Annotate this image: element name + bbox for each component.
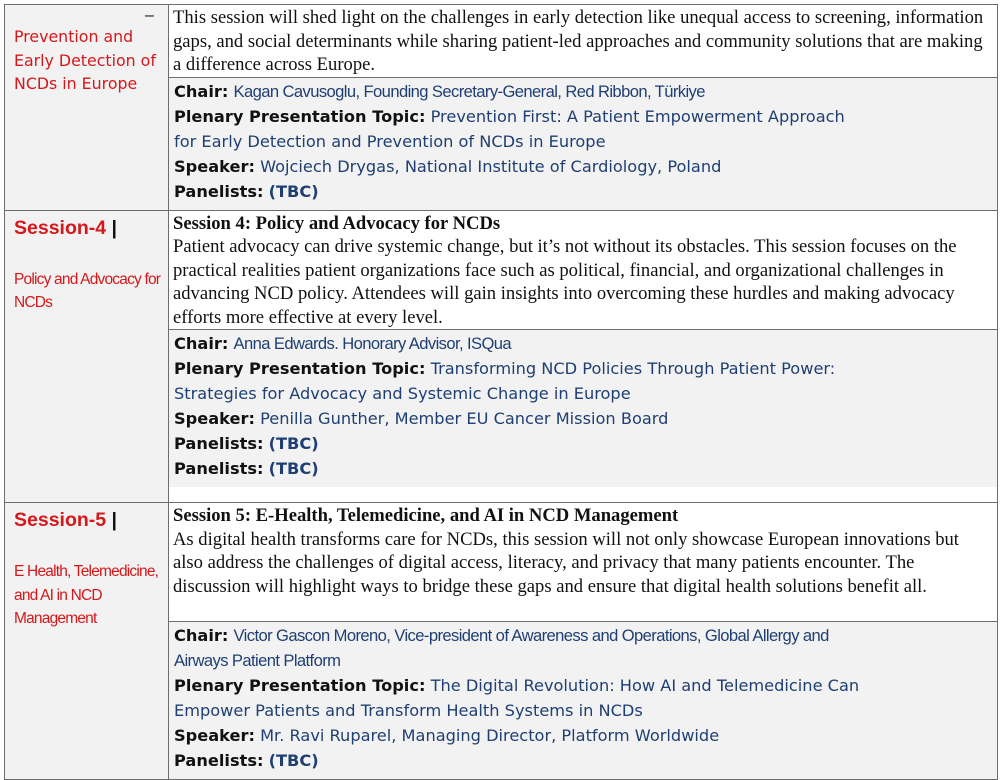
topic-line bbox=[174, 356, 991, 381]
session-subtitle: E Health, Telemedicine, and AI in NCD Management bbox=[14, 563, 159, 627]
chair-line bbox=[174, 623, 991, 648]
panelists-value: (TBC) bbox=[268, 751, 319, 770]
topic-value: Prevention First: A Patient Empowerment Approach bbox=[430, 106, 845, 126]
session-subtitle: Prevention and Early Detection of NCDs in Europe bbox=[14, 27, 156, 93]
session-details-cell bbox=[169, 622, 998, 780]
chair-value: Kagan Cavusoglu, Founding Secretary-General, Red Ribbon, Türkiye bbox=[233, 81, 705, 101]
panelists-line bbox=[174, 748, 991, 773]
speaker-line bbox=[174, 154, 991, 179]
dash-mark: – bbox=[145, 7, 154, 24]
session-label-cell bbox=[5, 503, 169, 780]
session-details-cell bbox=[169, 330, 998, 503]
topic-label: Plenary Presentation Topic: bbox=[174, 676, 426, 695]
speaker-line bbox=[174, 723, 991, 748]
session-description: As digital health transforms care for NCDs, this session will not only showcase European innovations but also address the challenges of digital access, literacy, and privacy that many patients encounter. The discussion will highlight ways to bridge these gaps and ensure that digital health solutions benefit all. bbox=[173, 528, 959, 597]
agenda-table bbox=[4, 4, 998, 780]
chair-line bbox=[174, 331, 991, 356]
session-description: Patient advocacy can drive systemic change, but it’s not without its obstacles. This session focuses on the practical realities patient organizations face such as political, financial, and organizational challenges in advancing NCD policy. Attendees will gain insights into overcoming these hurdles and making advocacy efforts more effective at every level. bbox=[173, 236, 957, 328]
panelists-label: Panelists: bbox=[174, 181, 264, 201]
agenda-page bbox=[4, 4, 995, 780]
speaker-value: Penilla Gunther, Member EU Cancer Mission Board bbox=[260, 409, 669, 428]
panelists-line bbox=[174, 431, 991, 456]
chair-value: Victor Gascon Moreno, Vice-president of Awareness and Operations, Global Allergy and bbox=[233, 626, 829, 645]
topic-label: Plenary Presentation Topic: bbox=[174, 106, 426, 126]
topic-line bbox=[174, 673, 991, 698]
separator-bar: | bbox=[111, 509, 118, 531]
session-description-cell bbox=[169, 5, 998, 78]
table-row bbox=[5, 210, 998, 330]
panelists-label: Panelists: bbox=[174, 751, 264, 770]
speaker-value: Mr. Ravi Ruparel, Managing Director, Platform Worldwide bbox=[260, 726, 720, 745]
speaker-value: Wojciech Drygas, National Institute of Cardiology, Poland bbox=[260, 156, 722, 176]
speaker-label: Speaker: bbox=[174, 156, 255, 176]
session-description: This session will shed light on the challenges in early detection like unequal access to screening, information gaps, and social determinants while sharing patient-led approaches and community solutions that are making a difference across Europe. bbox=[173, 7, 984, 75]
speaker-label: Speaker: bbox=[174, 726, 255, 745]
session-description-cell bbox=[169, 210, 998, 330]
topic-value: The Digital Revolution: How AI and Telemedicine Can bbox=[430, 676, 860, 695]
panelists-label: Panelists: bbox=[174, 434, 264, 453]
panelists-value: (TBC) bbox=[268, 459, 319, 478]
session-title: Session 4: Policy and Advocacy for NCDs bbox=[173, 212, 501, 234]
chair-value-continued: Airways Patient Platform bbox=[174, 651, 341, 670]
topic-value-continued: Strategies for Advocacy and Systemic Change in Europe bbox=[174, 384, 631, 403]
table-row bbox=[5, 503, 998, 622]
chair-value: Anna Edwards. Honorary Advisor, ISQua bbox=[233, 334, 512, 353]
session-number bbox=[5, 503, 168, 532]
session-title-short: Session-5 bbox=[14, 509, 107, 531]
chair-label: Chair: bbox=[174, 81, 229, 101]
session-details-cell bbox=[169, 77, 998, 210]
session-subtitle: Policy and Advocacy for NCDs bbox=[14, 270, 161, 311]
session-title-short: Session-4 bbox=[14, 216, 107, 239]
table-row bbox=[5, 5, 998, 78]
topic-value-continued: Empower Patients and Transform Health Systems in NCDs bbox=[174, 701, 643, 720]
session-title: Session 5: E-Health, Telemedicine, and AI in NCD Management bbox=[173, 505, 679, 526]
chair-label: Chair: bbox=[174, 626, 229, 645]
panelists-value: (TBC) bbox=[268, 434, 319, 453]
panelists-line bbox=[174, 179, 991, 204]
session-number bbox=[5, 211, 168, 240]
speaker-line bbox=[174, 406, 991, 431]
topic-value-continued: for Early Detection and Prevention of NCDs in Europe bbox=[174, 131, 606, 151]
separator-bar: | bbox=[111, 216, 118, 239]
chair-label: Chair: bbox=[174, 334, 229, 353]
topic-line bbox=[174, 104, 991, 129]
session-description-cell bbox=[169, 503, 998, 622]
session-label-cell bbox=[5, 5, 169, 211]
panelists-label: Panelists: bbox=[174, 459, 264, 478]
speaker-label: Speaker: bbox=[174, 409, 255, 428]
chair-line bbox=[174, 79, 991, 104]
topic-value: Transforming NCD Policies Through Patient Power: bbox=[430, 359, 836, 378]
panelists-line bbox=[174, 456, 991, 481]
session-label-cell bbox=[5, 210, 169, 503]
panelists-value: (TBC) bbox=[268, 181, 319, 201]
topic-label: Plenary Presentation Topic: bbox=[174, 359, 426, 378]
